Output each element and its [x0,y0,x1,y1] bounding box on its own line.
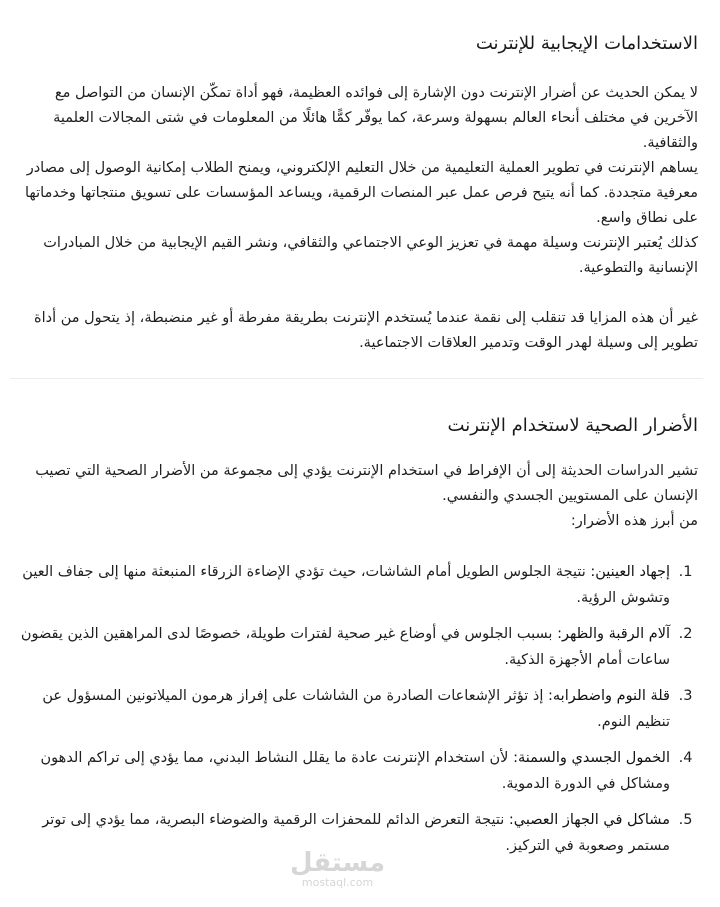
item-text: نتيجة الجلوس الطويل أمام الشاشات، حيث تؤدي الإضاءة الزرقاء المنبعثة منها إلى جفاف العين وتشوش الرؤية. [22,564,670,606]
list-lead: من أبرز هذه الأضرار: [570,513,698,529]
list-item [17,560,674,611]
item-text: نتيجة التعرض الدائم للمحفزات الرقمية والضوضاء البصرية، مما يؤدي إلى توتر مستمر وصعوبة في التركيز. [42,812,670,854]
paragraph: غير أن هذه المزايا قد تنقلب إلى نقمة عندما يُستخدم الإنترنت بطريقة مفرطة أو غير منضبطة، إذ يتحول من أداة تطوير إلى وسيلة لهدر الوقت وتدمير العلاقات الاجتماعية. [34,310,698,351]
watermark-latin: mostaql.com [301,876,374,889]
list-item [17,622,674,673]
item-term: مشاكل في الجهاز العصبي: [508,812,670,828]
item-term: قلة النوم واضطرابه: [548,688,670,704]
intro-paragraph: تشير الدراسات الحديثة إلى أن الإفراط في استخدام الإنترنت يؤدي إلى مجموعة من الأضرار الصحية التي تصيب الإنسان على المستويين الجسدي والنفسي. [35,463,698,504]
section-heading-health-harms: الأضرار الصحية لاستخدام الإنترنت [447,415,698,436]
list-item [17,684,674,735]
list-item [17,746,674,797]
paragraph: لا يمكن الحديث عن أضرار الإنترنت دون الإشارة إلى فوائده العظيمة، فهو أداة تمكّن الإنسان من التواصل مع الآخرين في مختلف أنحاء العالم بسهولة وسرعة، كما يوفّر كمًّا هائلًا من المعلومات في شتى المجالات العلمية والثقافية. [53,85,698,151]
watermark-logo [290,850,385,889]
item-text: لأن استخدام الإنترنت عادة ما يقلل النشاط البدني، مما يؤدي إلى تراكم الدهون ومشاكل في الدورة الدموية. [40,750,670,792]
paragraph: يساهم الإنترنت في تطوير العملية التعليمية من خلال التعليم الإلكتروني، ويمنح الطلاب إمكانية الوصول إلى مصادر معرفية متجددة. كما أنه يتيح فرص عمل عبر المنصات الرقمية، ويساعد المؤسسات على تسويق منتجاتها وخدماتها على نطاق واسع. [25,160,698,226]
harms-list [17,560,698,859]
item-term: الخمول الجسدي والسمنة: [513,750,670,766]
item-text: بسبب الجلوس في أوضاع غير صحية لفترات طويلة، خصوصًا لدى المراهقين الذين يقضون ساعات أمام الأجهزة الذكية. [20,626,670,668]
item-term: آلام الرقبة والظهر: [557,626,670,642]
item-text: إذ تؤثر الإشعاعات الصادرة من الشاشات على إفراز هرمون الميلاتونين المسؤول عن تنظيم النوم. [42,688,670,730]
item-term: إجهاد العينين: [590,564,670,580]
watermark-arabic: مستقل [290,848,386,878]
section-heading-positive-uses: الاستخدامات الإيجابية للإنترنت [475,33,698,54]
paragraph: كذلك يُعتبر الإنترنت وسيلة مهمة في تعزيز الوعي الاجتماعي والثقافي، ونشر القيم الإيجابية من خلال المبادرات الإنسانية والتطوعية. [43,235,698,276]
